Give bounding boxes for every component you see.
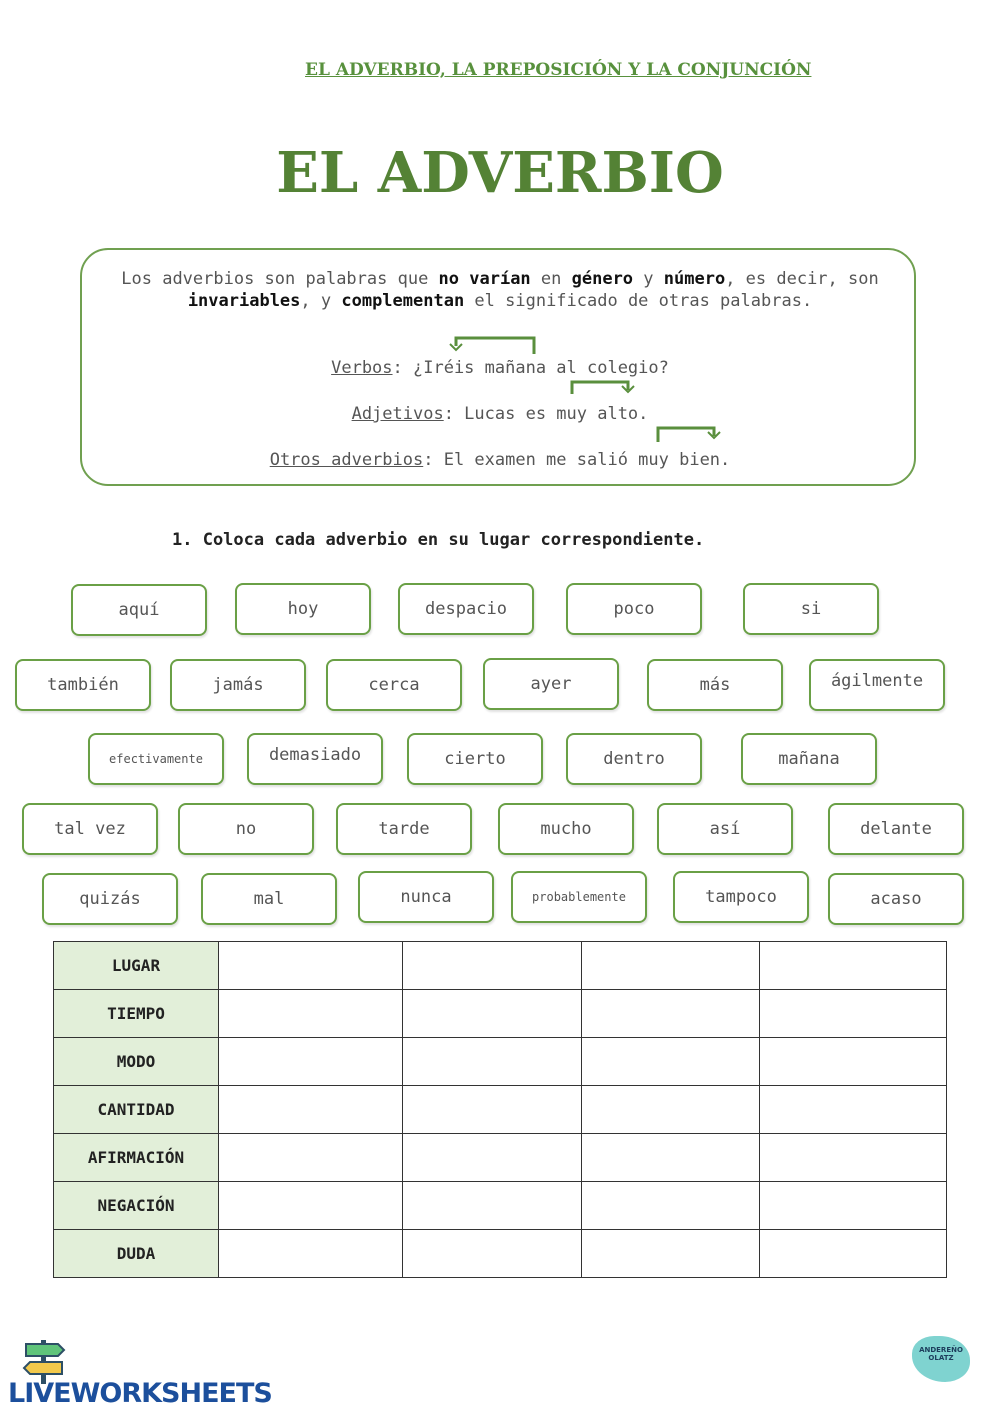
word-card[interactable]: más xyxy=(647,659,783,711)
word-card[interactable]: así xyxy=(657,803,793,855)
category-label: DUDA xyxy=(54,1230,219,1278)
drop-cell[interactable] xyxy=(403,1182,582,1230)
word-card[interactable]: jamás xyxy=(170,659,306,711)
word-card[interactable]: también xyxy=(15,659,151,711)
category-label: AFIRMACIÓN xyxy=(54,1134,219,1182)
unit-title: EL ADVERBIO, LA PREPOSICIÓN Y LA CONJUNCIÓN xyxy=(305,60,812,80)
exercise-instruction: 1. Coloca cada adverbio en su lugar correspondiente. xyxy=(172,530,705,550)
example-text: : ¿Iréis mañana al colegio? xyxy=(392,358,669,378)
drop-cell[interactable] xyxy=(760,1086,947,1134)
drop-cell[interactable] xyxy=(219,1038,403,1086)
drop-cell[interactable] xyxy=(219,1134,403,1182)
drop-cell[interactable] xyxy=(760,990,947,1038)
word-card[interactable]: tarde xyxy=(336,803,472,855)
definition-text: Los adverbios son palabras que no varían en género y número, es decir, son invariables, y complementan el significado de otras palabras. xyxy=(121,269,879,311)
word-card[interactable]: cerca xyxy=(326,659,462,711)
drop-cell[interactable] xyxy=(582,1134,760,1182)
arrow-verbos-icon xyxy=(448,334,538,356)
drop-cell[interactable] xyxy=(403,1230,582,1278)
author-stamp: ANDEREÑO OLATZ xyxy=(912,1336,970,1382)
arrow-otros-icon xyxy=(654,424,724,444)
example-label: Verbos xyxy=(331,358,393,378)
drop-cell[interactable] xyxy=(582,1038,760,1086)
example-verbos xyxy=(0,358,1000,378)
table-row xyxy=(54,1134,947,1182)
drop-cell[interactable] xyxy=(760,1038,947,1086)
word-card[interactable]: efectivamente xyxy=(88,733,224,785)
word-card[interactable]: hoy xyxy=(235,583,371,635)
word-card[interactable]: delante xyxy=(828,803,964,855)
drop-cell[interactable] xyxy=(403,1038,582,1086)
category-label: CANTIDAD xyxy=(54,1086,219,1134)
word-card[interactable]: ayer xyxy=(483,658,619,710)
table-row xyxy=(54,1230,947,1278)
category-label: NEGACIÓN xyxy=(54,1182,219,1230)
signpost-icon xyxy=(20,1336,68,1384)
word-card[interactable]: si xyxy=(743,583,879,635)
example-adjetivos xyxy=(0,404,1000,424)
word-card[interactable]: ágilmente xyxy=(809,659,945,711)
drop-cell[interactable] xyxy=(582,1230,760,1278)
example-label: Adjetivos xyxy=(351,404,444,424)
category-label: LUGAR xyxy=(54,942,219,990)
example-otros-adverbios xyxy=(0,450,1000,470)
classification-table xyxy=(53,941,947,1278)
word-card[interactable]: tal vez xyxy=(22,803,158,855)
word-card[interactable]: mal xyxy=(201,873,337,925)
word-card[interactable]: tampoco xyxy=(673,871,809,923)
word-card[interactable]: no xyxy=(178,803,314,855)
table-row xyxy=(54,1182,947,1230)
word-card[interactable]: demasiado xyxy=(247,733,383,785)
example-label: Otros adverbios xyxy=(269,450,424,470)
table-row xyxy=(54,1086,947,1134)
drop-cell[interactable] xyxy=(219,990,403,1038)
word-card[interactable]: dentro xyxy=(566,733,702,785)
word-card[interactable]: probablemente xyxy=(511,871,647,923)
example-text: : El examen me salió muy bien. xyxy=(423,450,731,470)
table-row xyxy=(54,942,947,990)
page-title: EL ADVERBIO xyxy=(276,140,724,206)
drop-cell[interactable] xyxy=(403,942,582,990)
word-card[interactable]: poco xyxy=(566,583,702,635)
word-card[interactable]: nunca xyxy=(358,871,494,923)
drop-cell[interactable] xyxy=(582,942,760,990)
word-card[interactable]: mañana xyxy=(741,733,877,785)
drop-cell[interactable] xyxy=(219,1230,403,1278)
arrow-adjetivos-icon xyxy=(568,378,638,396)
table-row xyxy=(54,990,947,1038)
category-label: TIEMPO xyxy=(54,990,219,1038)
word-card[interactable]: quizás xyxy=(42,873,178,925)
drop-cell[interactable] xyxy=(403,1086,582,1134)
word-card[interactable]: cierto xyxy=(407,733,543,785)
drop-cell[interactable] xyxy=(760,1134,947,1182)
liveworksheets-logo[interactable]: LIVEWORKSHEETS xyxy=(8,1378,272,1409)
table-row xyxy=(54,1038,947,1086)
drop-cell[interactable] xyxy=(403,1134,582,1182)
drop-cell[interactable] xyxy=(582,1086,760,1134)
drop-cell[interactable] xyxy=(219,1182,403,1230)
word-card[interactable]: acaso xyxy=(828,873,964,925)
word-card[interactable]: aquí xyxy=(71,584,207,636)
drop-cell[interactable] xyxy=(760,1230,947,1278)
drop-cell[interactable] xyxy=(403,990,582,1038)
drop-cell[interactable] xyxy=(582,990,760,1038)
drop-cell[interactable] xyxy=(760,1182,947,1230)
drop-cell[interactable] xyxy=(219,942,403,990)
word-card[interactable]: despacio xyxy=(398,583,534,635)
drop-cell[interactable] xyxy=(582,1182,760,1230)
word-card[interactable]: mucho xyxy=(498,803,634,855)
drop-cell[interactable] xyxy=(219,1086,403,1134)
example-text: : Lucas es muy alto. xyxy=(443,404,649,424)
drop-cell[interactable] xyxy=(760,942,947,990)
category-label: MODO xyxy=(54,1038,219,1086)
